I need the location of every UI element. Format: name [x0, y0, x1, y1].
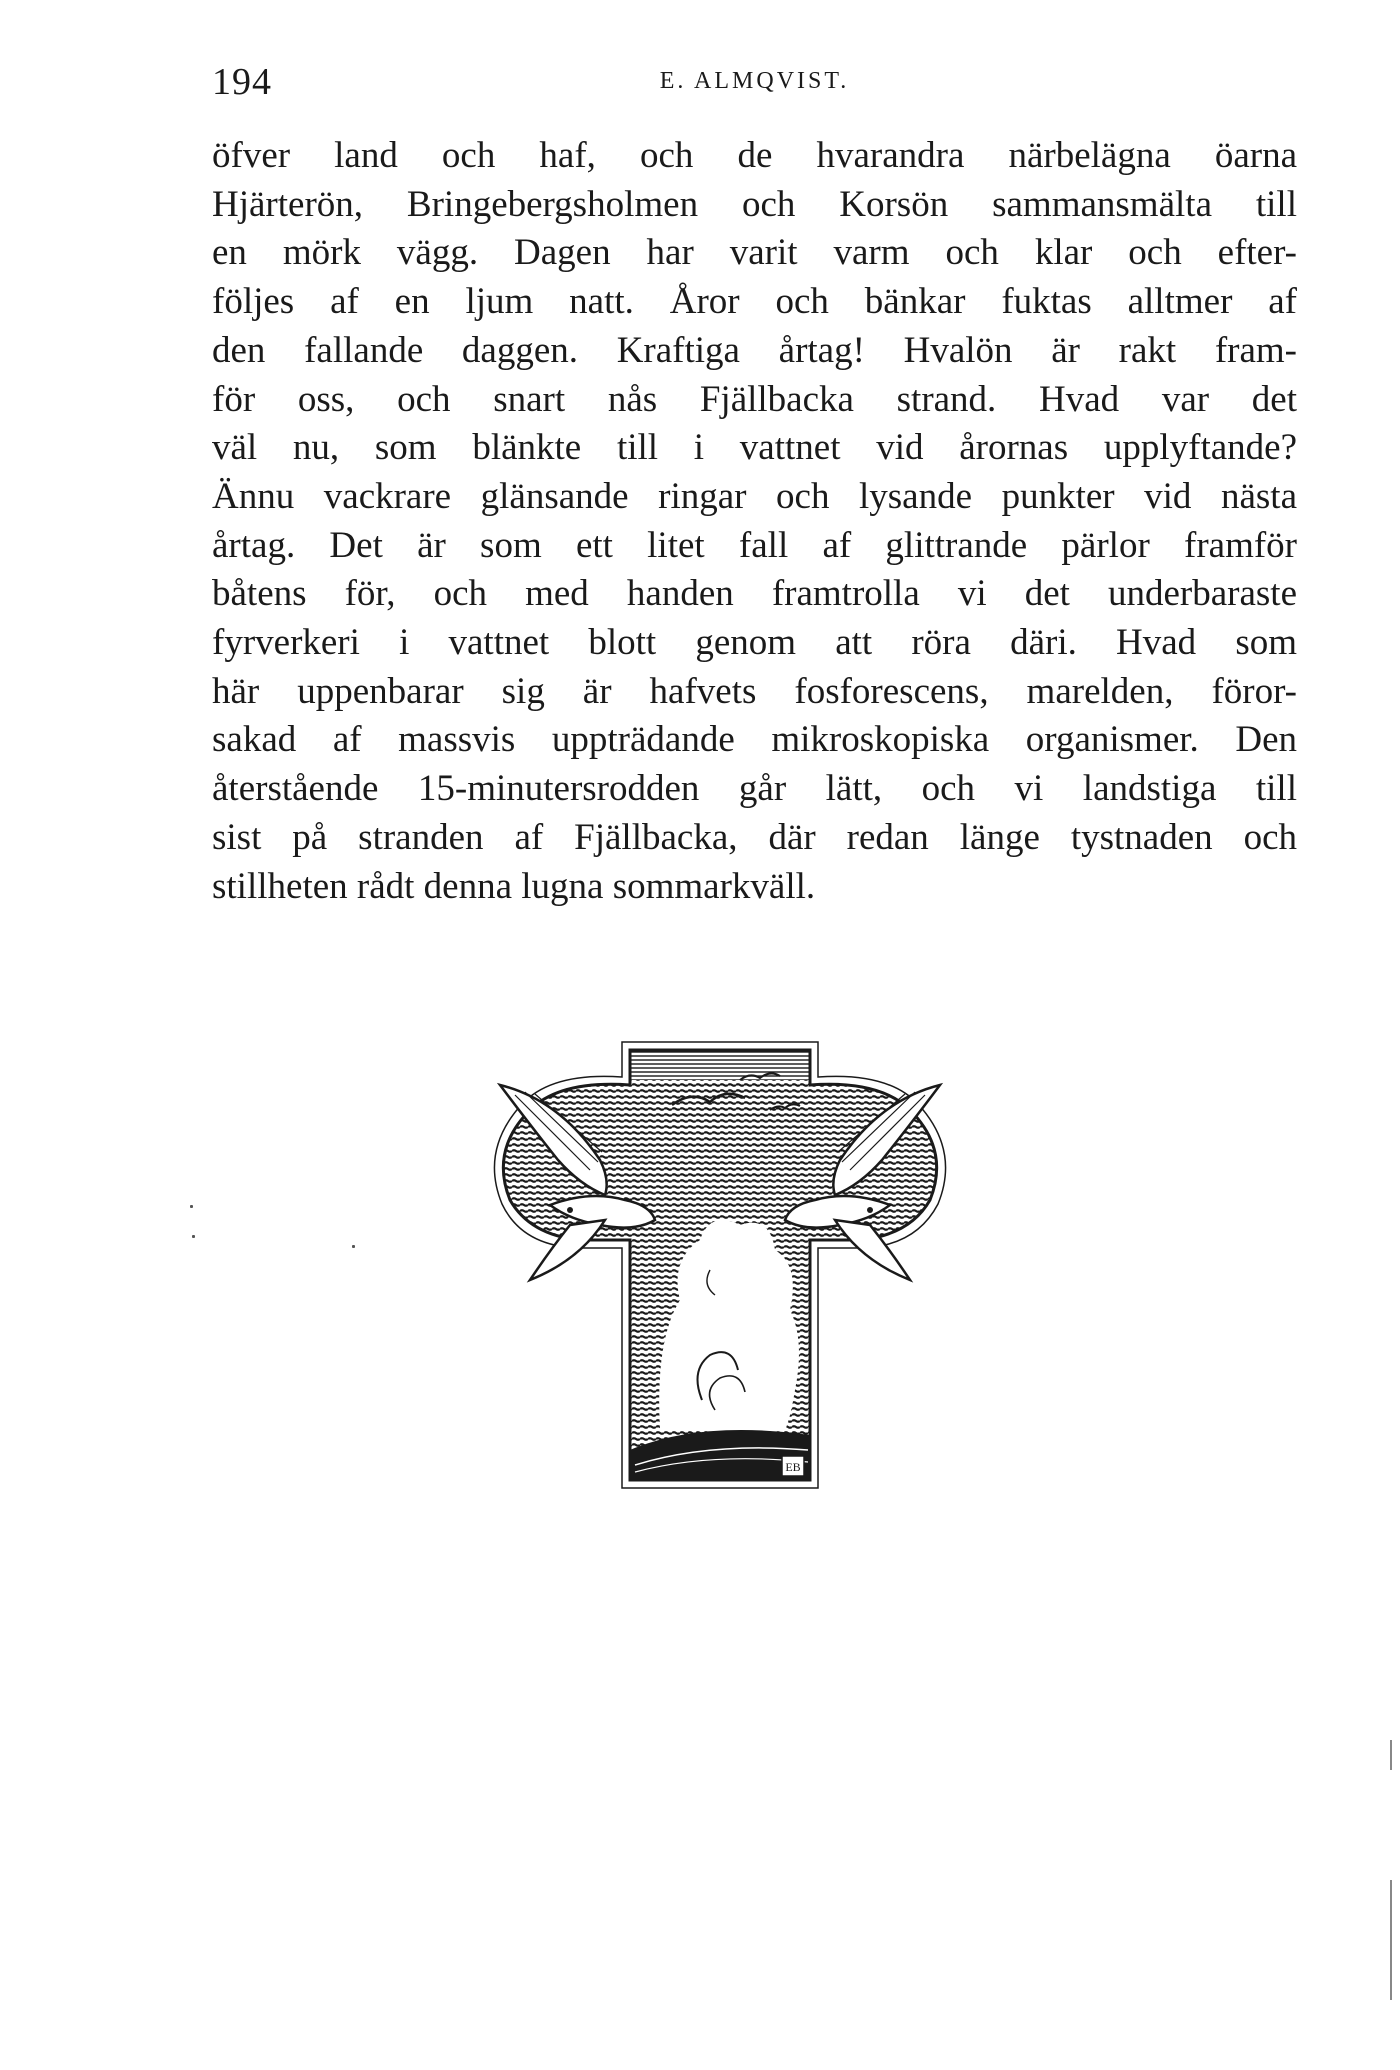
text-line: fyrverkeri i vattnet blott genom att röra däri. Hvad som — [212, 622, 1297, 664]
text-line: återstående 15-minutersrodden går lätt, och vi landstiga till — [212, 768, 1297, 810]
text-line: för oss, och snart nås Fjällbacka strand. Hvad var det — [212, 378, 1297, 420]
text-line: här uppenbarar sig är hafvets fosforescens, marelden, föror- — [212, 670, 1297, 712]
text-line: sist på stranden af Fjällbacka, där redan länge tystnaden och — [212, 816, 1297, 858]
body-paragraph — [212, 132, 1297, 911]
artist-monogram: EB — [785, 1460, 801, 1474]
scan-speck — [352, 1245, 355, 1248]
seagull-vignette — [440, 1010, 1000, 1500]
text-line: öfver land och haf, och de hvarandra närbelägna öarna — [212, 135, 1297, 176]
text-line: båtens för, och med handen framtrolla vi det underbaraste — [212, 573, 1297, 615]
text-line-last: stillheten rådt denna lugna sommarkväll. — [212, 865, 816, 907]
page-number: 194 — [212, 61, 272, 103]
scan-speck — [190, 1205, 193, 1208]
text-line: Hjärterön, Bringebergsholmen och Korsön sammansmälta till — [212, 183, 1297, 225]
text-line: Ännu vackrare glänsande ringar och lysande punkter vid nästa — [212, 475, 1297, 517]
text-line: den fallande daggen. Kraftiga årtag! Hvalön är rakt fram- — [212, 329, 1297, 371]
scan-edge-mark — [1390, 1880, 1392, 2000]
text-line: följes af en ljum natt. Åror och bänkar fuktas alltmer af — [212, 281, 1297, 323]
running-head-author: E. ALMQVIST. — [659, 68, 850, 94]
text-line: årtag. Det är som ett litet fall af glittrande pärlor framför — [212, 524, 1297, 566]
scan-speck — [192, 1235, 195, 1238]
text-line: sakad af massvis uppträdande mikroskopiska organismer. Den — [212, 719, 1297, 761]
running-head — [212, 60, 1297, 110]
text-line: en mörk vägg. Dagen har varit varm och klar och efter- — [212, 232, 1297, 274]
scan-edge-mark — [1390, 1740, 1392, 1770]
text-line: väl nu, som blänkte till i vattnet vid årornas upplyftande? — [212, 427, 1297, 469]
